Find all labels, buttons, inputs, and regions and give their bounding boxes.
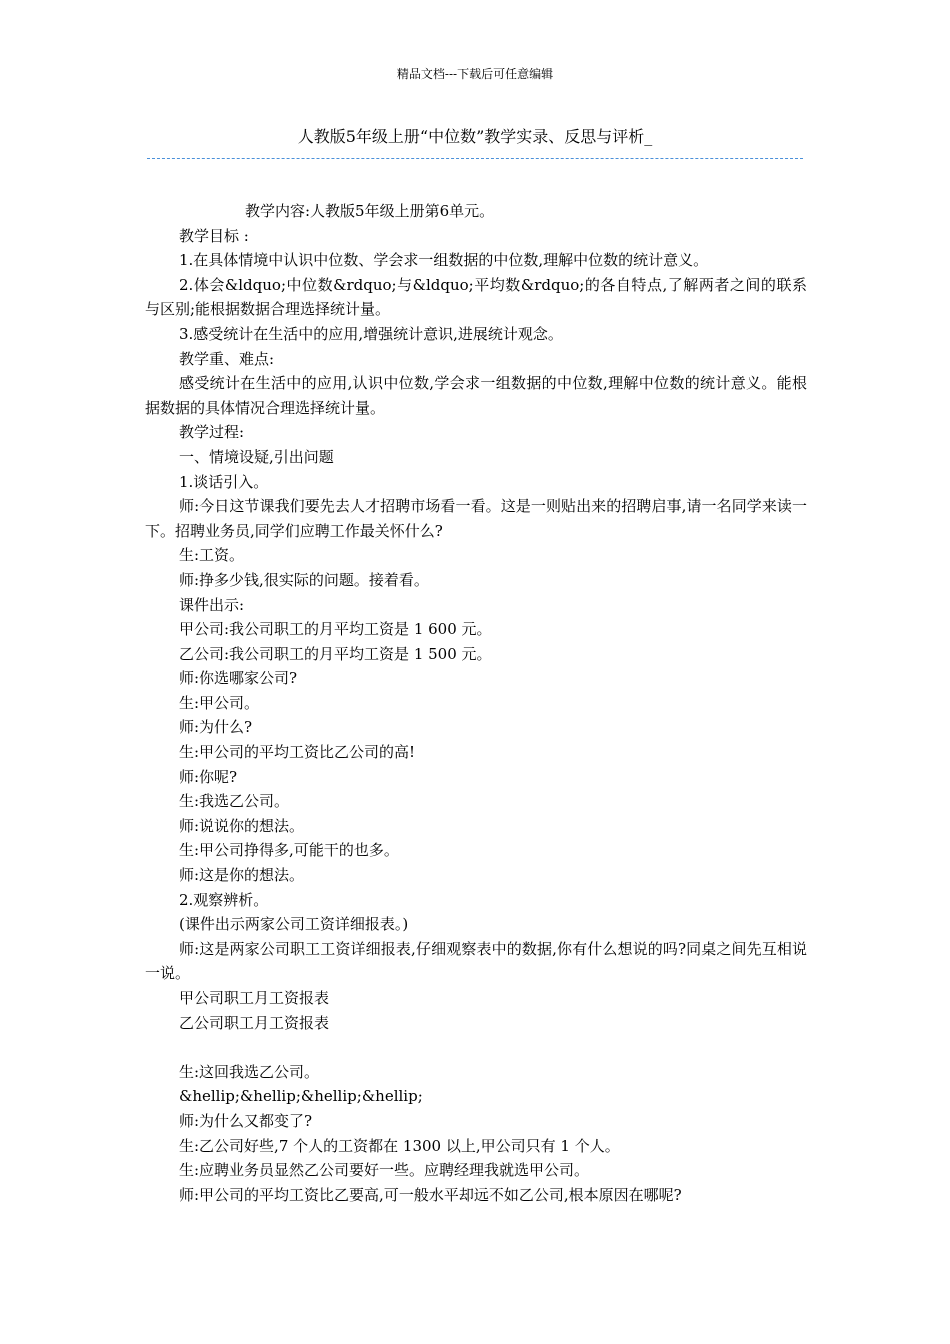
- paragraph: 生:乙公司好些,7 个人的工资都在 1300 以上,甲公司只有 1 个人。: [179, 1136, 620, 1155]
- header-note: 精品文档---下载后可任意编辑: [396, 67, 554, 81]
- paragraph: 2.观察辨析。: [179, 890, 269, 909]
- paragraph: 教学重、难点:: [179, 349, 275, 368]
- paragraph: 生:应聘业务员显然乙公司要好一些。应聘经理我就选甲公司。: [179, 1161, 590, 1180]
- title-divider: [147, 158, 803, 159]
- paragraph: 生:甲公司。: [179, 693, 260, 712]
- paragraph: 生:工资。: [179, 546, 245, 565]
- paragraph: 生:这回我选乙公司。: [179, 1062, 320, 1081]
- document-title: 人教版5年级上册“中位数”教学实录、反思与评析_: [297, 127, 653, 146]
- paragraph: 师:甲公司的平均工资比乙要高,可一般水平却远不如乙公司,根本原因在哪呢?: [179, 1185, 682, 1204]
- paragraph: 师:说说你的想法。: [179, 816, 305, 835]
- paragraph: 生:甲公司挣得多,可能干的也多。: [179, 841, 399, 860]
- paragraph: 甲公司:我公司职工的月平均工资是 1 600 元。: [179, 620, 492, 639]
- paragraph: 1.在具体情境中认识中位数、学会求一组数据的中位数,理解中位数的统计意义。: [179, 251, 709, 270]
- paragraph: 师:为什么?: [179, 718, 253, 737]
- paragraph: 师:挣多少钱,很实际的问题。接着看。: [179, 570, 429, 589]
- paragraph: 教学目标 :: [179, 226, 249, 245]
- paragraph: 师:这是两家公司职工工资详细报表,仔细观察表中的数据,你有什么想说的吗?同桌之间先互相说一说。: [145, 939, 807, 983]
- paragraph: 教学过程:: [179, 423, 245, 442]
- paragraph: (课件出示两家公司工资详细报表。): [179, 915, 409, 934]
- paragraph: 生:我选乙公司。: [179, 792, 290, 811]
- paragraph: 生:甲公司的平均工资比乙公司的高!: [179, 743, 416, 762]
- paragraph: 乙公司:我公司职工的月平均工资是 1 500 元。: [179, 644, 492, 663]
- paragraph: 师:你呢?: [179, 767, 238, 786]
- paragraph: 1.谈话引入。: [179, 472, 269, 491]
- paragraph: &hellip;&hellip;&hellip;&hellip;: [179, 1087, 423, 1106]
- paragraph: 师:为什么又都变了?: [179, 1111, 313, 1130]
- paragraph: 教学内容:人教版5年级上册第6单元。: [245, 202, 495, 220]
- paragraph: 师:这是你的想法。: [179, 866, 305, 885]
- paragraph: 2.体会&ldquo;中位数&rdquo;与&ldquo;平均数&rdquo;的各自特点,了解两者之间的联系与区别;能根据数据合理选择统计量。: [145, 275, 807, 319]
- table-caption-yi: 乙公司职工月工资报表: [179, 1013, 330, 1032]
- table-caption-jia: 甲公司职工月工资报表: [179, 989, 330, 1007]
- document-body: [145, 199, 807, 1207]
- paragraph: 师:你选哪家公司?: [179, 669, 298, 688]
- paragraph: 3.感受统计在生活中的应用,增强统计意识,进展统计观念。: [179, 324, 563, 343]
- paragraph: 师:今日这节课我们要先去人才招聘市场看一看。这是一则贴出来的招聘启事,请一名同学来读一下。招聘业务员,同学们应聘工作最关怀什么?: [145, 497, 807, 540]
- paragraph: 课件出示:: [179, 595, 245, 614]
- paragraph: 一、情境设疑,引出问题: [179, 447, 334, 466]
- paragraph: 感受统计在生活中的应用,认识中位数,学会求一组数据的中位数,理解中位数的统计意义。能根据数据的具体情况合理选择统计量。: [145, 374, 807, 417]
